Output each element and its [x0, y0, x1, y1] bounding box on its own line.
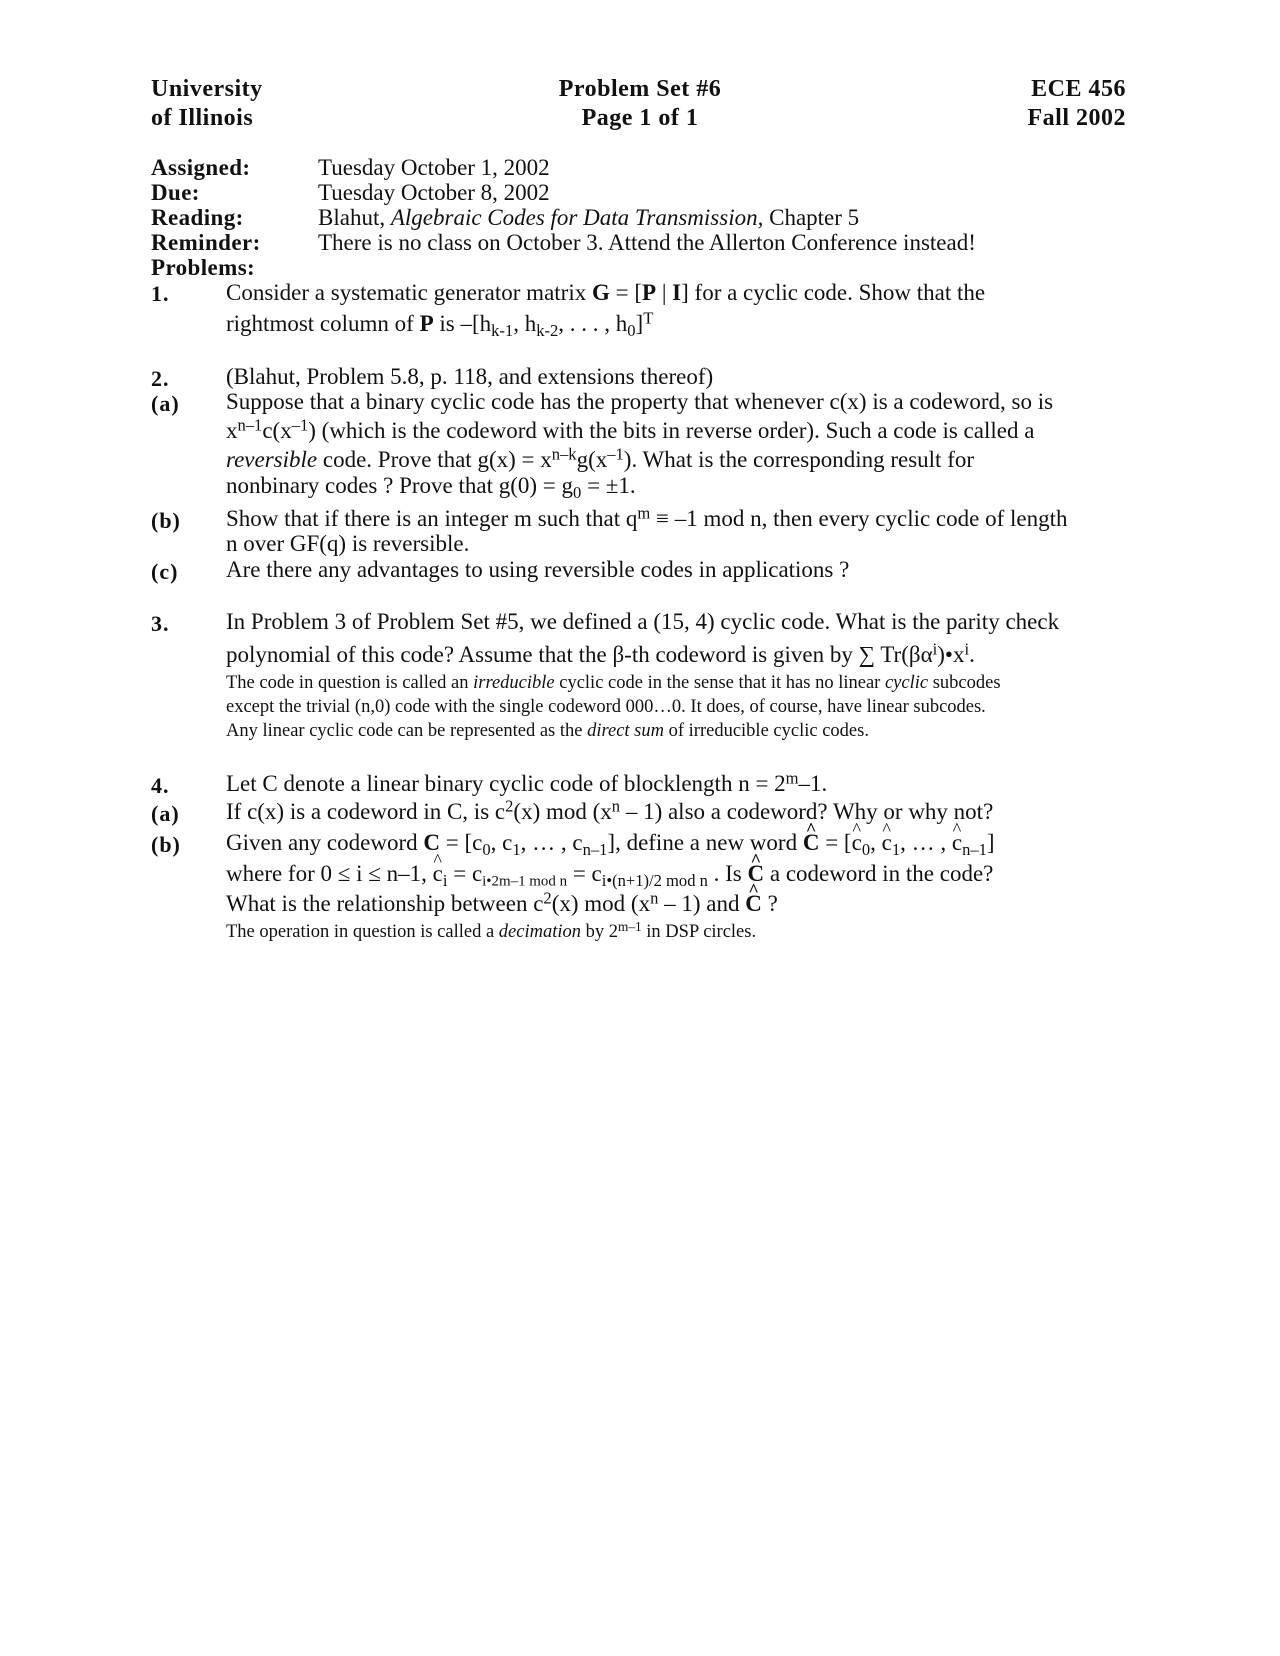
problem-2a-label: (a)	[151, 391, 180, 416]
problem-1-line1: Consider a systematic generator matrix G = [P | I] for a cyclic code. Show that the	[226, 280, 986, 305]
problem-2-number: 2.	[151, 366, 170, 391]
header-university: University	[151, 76, 263, 102]
problem-2a-line1: Suppose that a binary cyclic code has the property that whenever c(x) is a codeword, so is	[226, 389, 1054, 414]
due-date: Tuesday October 8, 2002	[318, 180, 550, 205]
problem-4a-line1: If c(x) is a codeword in C, is $c^2(x)$ mod $(x^n - 1)$ also a codeword? Why or why not?	[226, 796, 994, 824]
assigned-label: Assigned:	[151, 155, 251, 180]
header-right	[1028, 75, 1127, 133]
problem-3-note1: The code in question is called an irreducible cyclic code in the sense that it has no linear cyclic subcodes	[226, 673, 1001, 693]
problem-4-number: 4.	[151, 773, 170, 798]
problem-2b-label: (b)	[151, 508, 181, 533]
problem-2b-line2: n over GF(q) is reversible.	[226, 531, 470, 556]
reading-text: Blahut, Algebraic Codes for Data Transmission, Chapter 5	[318, 205, 860, 230]
due-label: Due:	[151, 180, 200, 205]
header-title: Problem Set #6	[558, 76, 722, 102]
problem-4b-label: (b)	[151, 832, 181, 857]
reading-book-title: Algebraic Codes for Data Transmission,	[390, 205, 764, 230]
problem-3-note3: Any linear cyclic code can be represented as the direct sum of irreducible cyclic codes.	[226, 721, 869, 741]
header-term: Fall 2002	[1027, 105, 1126, 131]
problem-2b-line1: Show that if there is an integer m such that $q^m \equiv -1$ mod n, then every cyclic code of length	[226, 503, 1068, 531]
problem-1-number: 1.	[151, 281, 170, 306]
problem-3-line1: In Problem 3 of Problem Set #5, we defined a (15, 4) cyclic code. What is the parity check	[226, 609, 1060, 634]
header-page: Page 1 of 1	[581, 105, 699, 131]
problem-2a-line3: reversible code. Prove that $g(x) = x^{n-k}g(x^{-1})$. What is the corresponding result for	[226, 444, 975, 472]
header-course: ECE 456	[1031, 76, 1126, 102]
reminder-label: Reminder:	[151, 230, 261, 255]
problem-4a-label: (a)	[151, 801, 180, 826]
problem-4b-line1: Given any codeword $C = [c_0$, $c_1$, … , $c_{n-1}$], define a new word C ^ = [c $\^{}_0$, c $\^{}_1$, … , c $\^{}_{n-1}$]	[226, 830, 995, 856]
problem-2c-line1: Are there any advantages to using reversible codes in applications ?	[226, 557, 850, 582]
problems-label: Problems:	[151, 255, 256, 280]
problem-2a-line4: nonbinary codes ? Prove that $g(0) = g_0 = \pm 1$.	[226, 473, 636, 502]
problem-4-note: The operation in question is called a decimation by 2$^{m-1}$ in DSP circles.	[226, 919, 757, 942]
problem-3-note2: except the trivial (n,0) code with the single codeword 000…0. It does, of course, have linear subcodes.	[226, 697, 986, 717]
problem-4b-line3: What is the relationship between $c^2(x)$ mod $(x^n - 1)$ and C ^ ?	[226, 891, 778, 917]
reminder-text: There is no class on October 3. Attend the Allerton Conference instead!	[318, 230, 976, 255]
assigned-date: Tuesday October 1, 2002	[318, 155, 550, 180]
problem-4-line1: Let C denote a linear binary cyclic code of blocklength $n = 2^m-1$.	[226, 768, 828, 796]
problem-2-intro: (Blahut, Problem 5.8, p. 118, and extensions thereof)	[226, 364, 714, 389]
problem-4b-line2: where for 0 ≤ i ≤ n–1, c $\^{}_i = c_{i•2m-1 mod n} = c_{i•(n+1)/2 mod n}$ . Is C ^ a codeword in the code?	[226, 861, 993, 887]
problem-3-line2: polynomial of this code? Assume that the β-th codeword is given by ∑ $Tr(\beta\alpha^i)•x^i$.	[226, 639, 975, 667]
problem-1-line2: rightmost column of P is $-[h_{k-1}$, $h_{k-2}$, . . . , $h_0]^T$	[226, 308, 654, 340]
problem-2c-label: (c)	[151, 559, 179, 584]
reading-label: Reading:	[151, 205, 244, 230]
problem-2a-line2: $x^{n-1}c(x^{-1})$ (which is the codeword with the bits in reverse order). Such a code is called a	[226, 415, 1035, 443]
problem-3-number: 3.	[151, 611, 170, 636]
header-illinois: of Illinois	[151, 105, 254, 131]
